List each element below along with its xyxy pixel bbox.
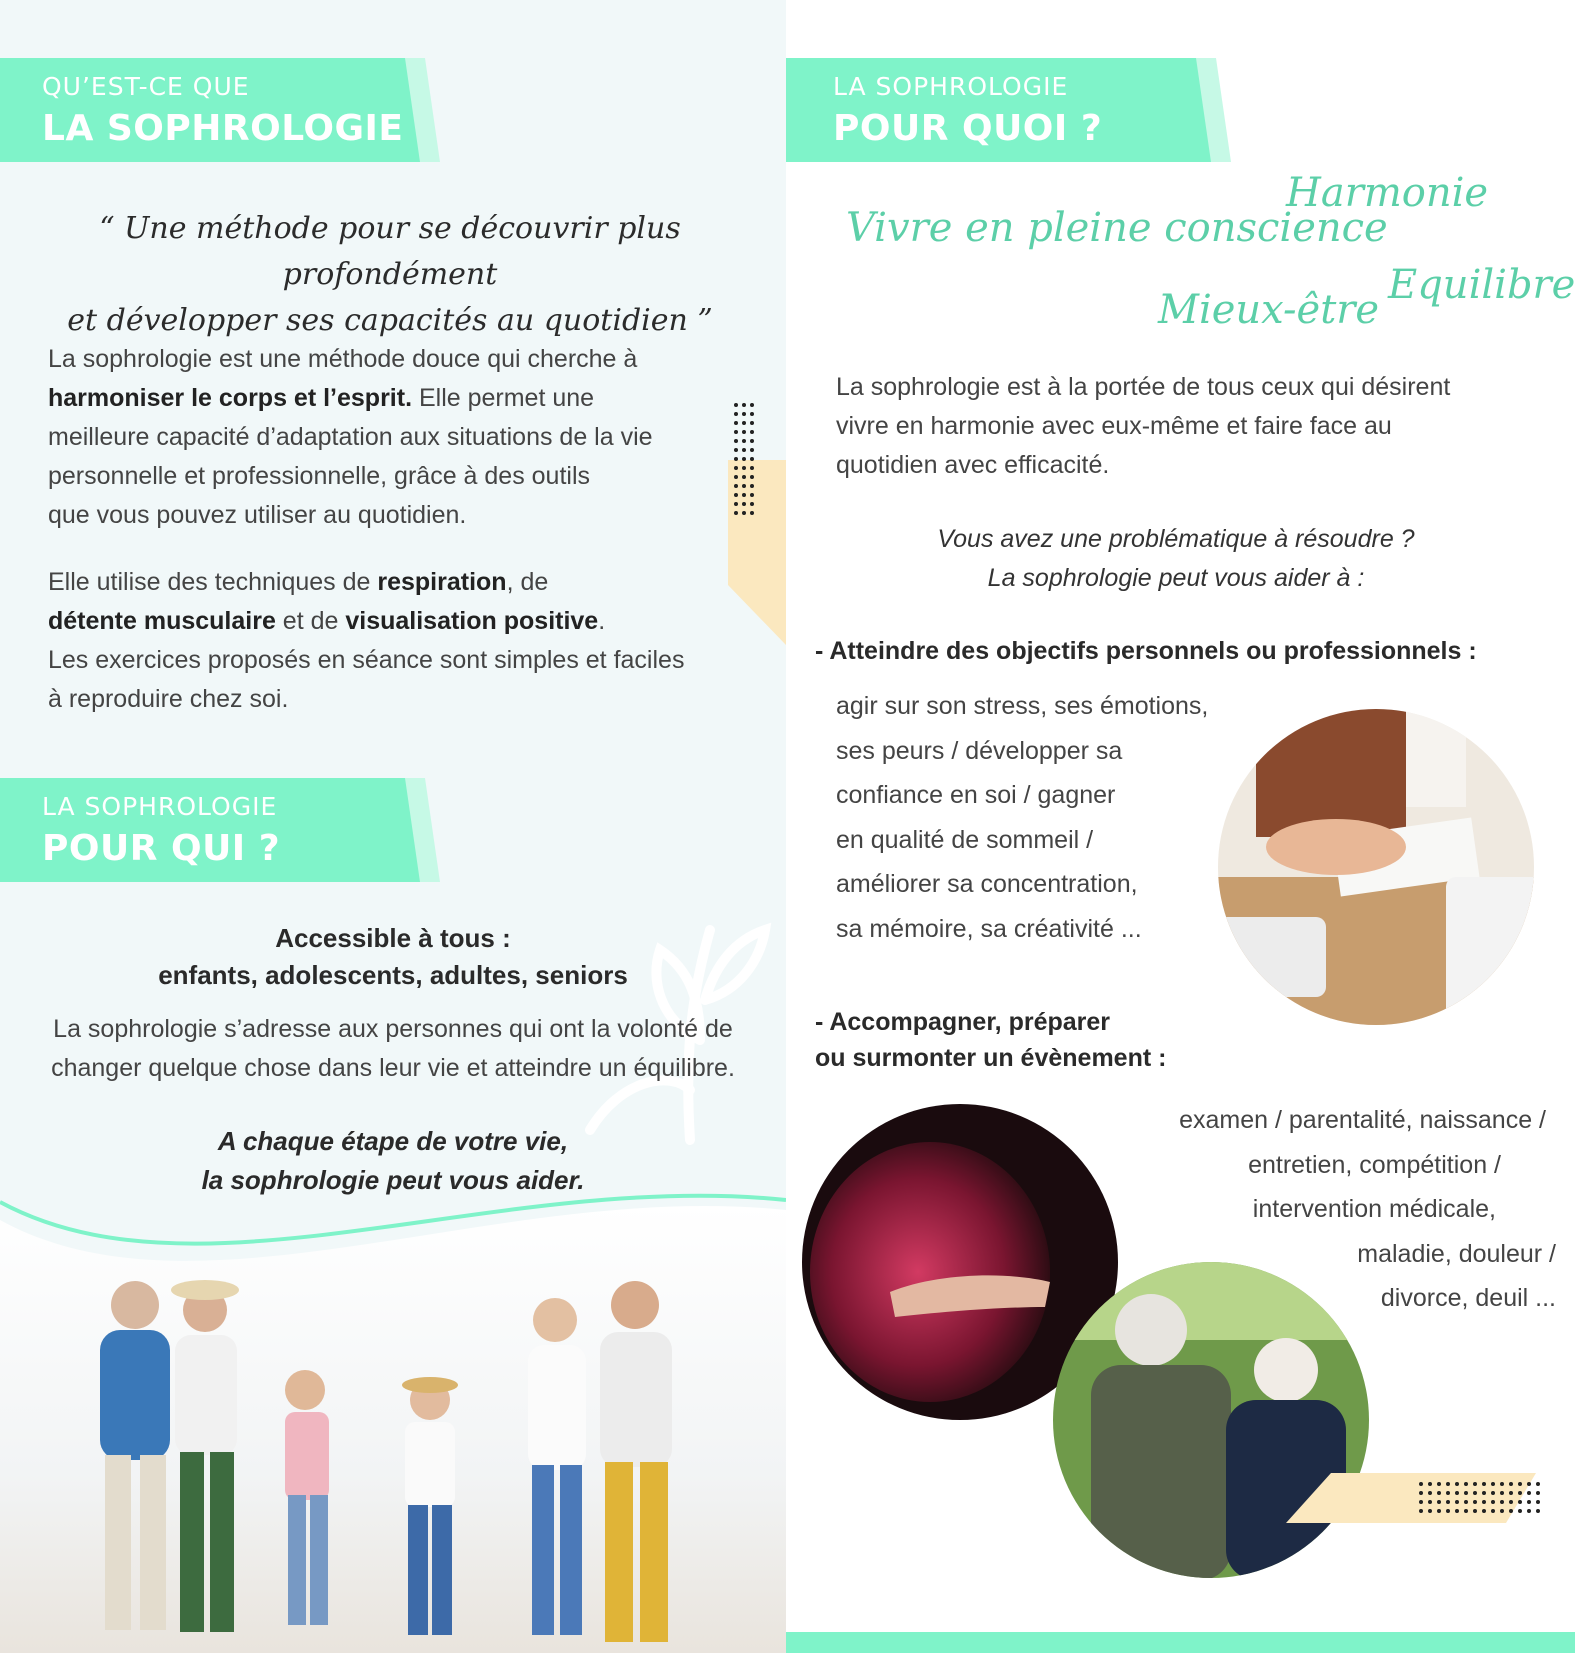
decorative-dot — [1527, 1482, 1531, 1486]
text-line: ou surmonter un évènement : — [815, 1044, 1167, 1072]
address-paragraph — [0, 1010, 786, 1088]
intro-paragraph — [48, 340, 748, 535]
objectives-heading: - Atteindre des objectifs personnels ou professionnels : — [815, 637, 1477, 665]
definition-quote — [20, 206, 760, 344]
question-block — [806, 520, 1546, 598]
bold-text: harmoniser le corps et l’esprit. — [48, 384, 413, 412]
text-line: Les exercices proposés en séance sont simples et faciles — [48, 646, 685, 674]
keyword-harmony: Harmonie — [1286, 170, 1489, 216]
decorative-dot — [1536, 1482, 1540, 1486]
decorative-dot — [1509, 1491, 1513, 1495]
decorative-dot — [1482, 1482, 1486, 1486]
decorative-dot — [1419, 1482, 1423, 1486]
decorative-dot — [1464, 1491, 1468, 1495]
quote-line: et développer ses capacités au quotidien ” — [67, 303, 713, 338]
decorative-dot — [1536, 1500, 1540, 1504]
keyword-mindfulness: Vivre en pleine conscience — [846, 205, 1388, 251]
bold-text: visualisation positive — [345, 607, 599, 635]
closing-statement — [0, 1122, 786, 1200]
decorative-dot — [1473, 1491, 1477, 1495]
decorative-dot — [1464, 1482, 1468, 1486]
section-banner-why — [786, 58, 1231, 162]
objectives-list-item: agir sur son stress, ses émotions, — [836, 692, 1209, 720]
section-banner-for-whom — [0, 778, 440, 882]
decorative-dot — [1473, 1500, 1477, 1504]
decorative-dot — [1500, 1509, 1504, 1513]
text-line: La sophrologie s’adresse aux personnes qui ont la volonté de — [53, 1015, 733, 1043]
events-list-item: intervention médicale, — [1252, 1195, 1496, 1223]
decorative-dot — [1482, 1500, 1486, 1504]
decorative-dot — [1500, 1482, 1504, 1486]
banner-title: POUR QUI ? — [42, 828, 281, 869]
decorative-dot — [1419, 1509, 1423, 1513]
decorative-dot — [1446, 1482, 1450, 1486]
elderly-couple-photo — [1051, 1260, 1371, 1580]
decorative-dot — [1455, 1509, 1459, 1513]
quote-line: “ Une méthode pour se découvrir plus profondément — [99, 211, 681, 292]
decorative-dot — [1509, 1482, 1513, 1486]
decorative-dot — [1428, 1482, 1432, 1486]
decorative-dot — [1491, 1482, 1495, 1486]
banner-title: POUR QUOI ? — [833, 108, 1103, 149]
accessible-title: Accessible à tous : — [275, 923, 511, 953]
family-beach-photo — [0, 1190, 786, 1653]
text-line: la sophrologie peut vous aider. — [201, 1165, 585, 1195]
events-list-item: divorce, deuil ... — [1380, 1284, 1556, 1312]
decorative-dot — [1428, 1500, 1432, 1504]
decorative-dot — [1491, 1491, 1495, 1495]
decorative-dot — [1455, 1500, 1459, 1504]
text-line: meilleure capacité d’adaptation aux situations de la vie — [48, 423, 653, 451]
events-list-item: entretien, compétition / — [1248, 1150, 1501, 1179]
banner-subtitle: LA SOPHROLOGIE — [833, 72, 1069, 101]
text-line: quotidien avec efficacité. — [836, 451, 1110, 479]
decorative-dot — [1464, 1500, 1468, 1504]
text-line: A chaque étape de votre vie, — [217, 1126, 569, 1156]
decorative-dot — [1527, 1491, 1531, 1495]
bold-text: respiration — [377, 568, 507, 596]
decorative-dot — [1419, 1500, 1423, 1504]
text: Elle utilise des techniques de — [48, 568, 378, 596]
text-line: Vous avez une problématique à résoudre ? — [937, 525, 1415, 553]
text-line — [48, 602, 748, 641]
decorative-dot — [1518, 1491, 1522, 1495]
text: et de — [275, 607, 346, 635]
decorative-dot — [1482, 1491, 1486, 1495]
decorative-dot — [1518, 1500, 1522, 1504]
decorative-dot — [1509, 1500, 1513, 1504]
text-line: vivre en harmonie avec eux-même et faire face au — [836, 412, 1392, 440]
text-line: La sophrologie peut vous aider à : — [987, 564, 1365, 592]
decorative-dot — [1500, 1500, 1504, 1504]
decorative-dot — [1491, 1500, 1495, 1504]
events-heading — [815, 1004, 1166, 1076]
text-line: à reproduire chez soi. — [48, 685, 289, 713]
decorative-dot — [1446, 1491, 1450, 1495]
decorative-dot — [1437, 1500, 1441, 1504]
decorative-dot — [1419, 1491, 1423, 1495]
decorative-dot — [1437, 1509, 1441, 1513]
decorative-dot — [1428, 1491, 1432, 1495]
decorative-dot — [1455, 1491, 1459, 1495]
banner-subtitle: QU’EST-CE QUE — [42, 72, 250, 101]
banner-title: LA SOPHROLOGIE — [42, 108, 404, 149]
text: . — [598, 607, 606, 635]
text: , de — [506, 568, 549, 596]
decorative-dot — [1500, 1491, 1504, 1495]
text-line — [48, 379, 748, 418]
keyword-balance: Equilibre — [1388, 262, 1575, 308]
section-banner-what-is — [0, 58, 440, 162]
objectives-list-item: améliorer sa concentration, — [836, 870, 1138, 898]
decorative-dot — [1437, 1482, 1441, 1486]
decorative-dots-shape — [1286, 1468, 1566, 1528]
audience-list: enfants, adolescents, adultes, seniors — [158, 960, 628, 990]
text-line: La sophrologie est une méthode douce qui cherche à — [48, 345, 638, 373]
banner-subtitle: LA SOPHROLOGIE — [42, 792, 278, 821]
objectives-list-item: confiance en soi / gagner — [836, 781, 1116, 809]
accessible-heading — [0, 920, 786, 994]
decorative-dot — [1482, 1509, 1486, 1513]
decorative-dot — [1491, 1509, 1495, 1513]
text-line: personnelle et professionnelle, grâce à des outils — [48, 462, 591, 490]
why-intro-paragraph — [836, 368, 1556, 485]
decorative-dot — [1518, 1482, 1522, 1486]
text-line — [48, 563, 748, 602]
objectives-list-item: ses peurs / développer sa — [836, 736, 1123, 765]
objectives-list-item: sa mémoire, sa créativité ... — [836, 914, 1142, 943]
decorative-dot — [1536, 1509, 1540, 1513]
footer-bar — [786, 1632, 1575, 1653]
decorative-dot — [1527, 1500, 1531, 1504]
techniques-paragraph — [48, 563, 748, 719]
decorative-dot — [1464, 1509, 1468, 1513]
decorative-dot — [1428, 1509, 1432, 1513]
decorative-dot — [1518, 1509, 1522, 1513]
decorative-dot — [1473, 1482, 1477, 1486]
decorative-dot — [1473, 1509, 1477, 1513]
text-line: changer quelque chose dans leur vie et atteindre un équilibre. — [51, 1054, 735, 1082]
decorative-dot — [1437, 1491, 1441, 1495]
decorative-dot — [1536, 1491, 1540, 1495]
right-panel — [786, 0, 1575, 1653]
text-line: que vous pouvez utiliser au quotidien. — [48, 501, 467, 529]
text-line: - Accompagner, préparer — [815, 1008, 1111, 1036]
decorative-dot — [1455, 1482, 1459, 1486]
events-list-item: maladie, douleur / — [1357, 1239, 1556, 1268]
decorative-dot — [1446, 1509, 1450, 1513]
keyword-wellbeing: Mieux-être — [1158, 287, 1380, 333]
bold-text: détente musculaire — [48, 607, 276, 635]
text-line: La sophrologie est à la portée de tous ceux qui désirent — [836, 373, 1451, 401]
events-list-item: examen / parentalité, naissance / — [1179, 1106, 1546, 1134]
writing-hand-photo — [1216, 707, 1536, 1027]
left-panel — [0, 0, 786, 1653]
decorative-dot — [1527, 1509, 1531, 1513]
objectives-list — [836, 684, 1276, 951]
text: Elle permet une — [412, 384, 595, 412]
decorative-dot — [1509, 1509, 1513, 1513]
objectives-list-item: en qualité de sommeil / — [836, 825, 1094, 854]
decorative-dot — [1446, 1500, 1450, 1504]
